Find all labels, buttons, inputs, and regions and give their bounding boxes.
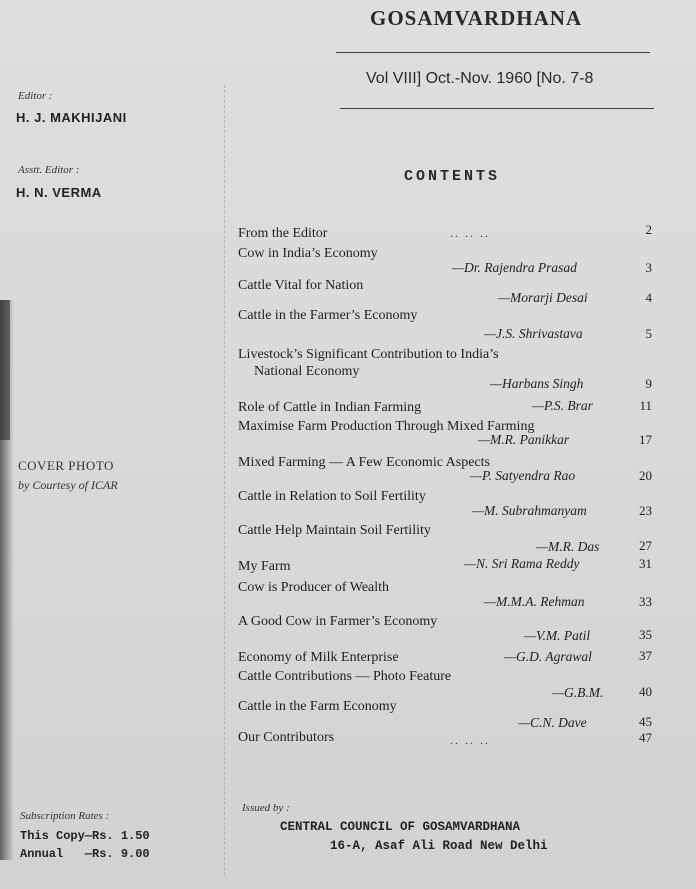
- toc-title: Maximise Farm Production Through Mixed Farming: [238, 419, 535, 434]
- asst-editor-name: H. N. VERMA: [16, 185, 102, 200]
- toc-title: Cattle Help Maintain Soil Fertility: [238, 523, 431, 538]
- toc-title: From the Editor: [238, 226, 328, 241]
- toc-author: —P. Satyendra Rao: [470, 468, 576, 483]
- cover-photo-label: COVER PHOTO: [18, 458, 114, 473]
- toc-author: —P.S. Brar: [532, 398, 593, 413]
- toc-title: Livestock’s Significant Contribution to India’s: [238, 347, 499, 362]
- masthead-rule-bottom: [340, 108, 654, 109]
- toc-author: —N. Sri Rama Reddy: [464, 556, 580, 571]
- subscription-copy-price: This Copy—Rs. 1.50: [20, 829, 150, 843]
- toc-page: 4: [645, 290, 652, 305]
- toc-page: 47: [639, 730, 652, 745]
- toc-title: Cow is Producer of Wealth: [238, 580, 390, 595]
- toc-title: Cattle Contributions — Photo Feature: [238, 669, 452, 684]
- contents-heading: CONTENTS: [404, 168, 501, 185]
- toc-author: —G.D. Agrawal: [504, 649, 592, 664]
- subscription-label: Subscription Rates :: [20, 810, 110, 822]
- publisher-name: CENTRAL COUNCIL OF GOSAMVARDHANA: [280, 820, 521, 834]
- toc-author: —M. Subrahmanyam: [472, 503, 587, 518]
- toc-author: —G.B.M.: [552, 685, 604, 700]
- page-edge-dark: [0, 300, 10, 440]
- toc-page: 9: [645, 376, 652, 391]
- toc-author: —Morarji Desai: [498, 290, 588, 305]
- toc-author: —M.R. Panikkar: [478, 432, 570, 447]
- toc-page: 2: [645, 222, 652, 237]
- toc-author: —C.N. Dave: [518, 715, 587, 730]
- toc-leader-dots: .. .. ..: [450, 226, 490, 240]
- toc-title: Economy of Milk Enterprise: [238, 650, 399, 665]
- toc-author: —M.R. Das: [536, 539, 600, 554]
- toc-author: —V.M. Patil: [524, 628, 591, 643]
- toc-author: —J.S. Shrivastava: [484, 326, 583, 341]
- toc-title: Cattle in the Farmer’s Economy: [238, 308, 418, 323]
- toc-page: 20: [639, 468, 652, 483]
- cover-photo-credit: by Courtesy of ICAR: [18, 478, 118, 492]
- toc-title: A Good Cow in Farmer’s Economy: [238, 614, 438, 629]
- toc-title: Cow in India’s Economy: [238, 246, 378, 261]
- toc-title: Our Contributors: [238, 730, 335, 745]
- publisher-address: 16-A, Asaf Ali Road New Delhi: [330, 839, 548, 853]
- toc-leader-dots: .. .. ..: [450, 733, 490, 747]
- asst-editor-label: Asstt. Editor :: [18, 164, 80, 176]
- toc-page: 31: [639, 556, 652, 571]
- toc-title: Cattle in Relation to Soil Fertility: [238, 489, 426, 504]
- issue-line: Vol VIII] Oct.-Nov. 1960 [No. 7-8: [366, 70, 594, 87]
- masthead-rule-top: [336, 52, 650, 53]
- toc-page: 17: [639, 432, 652, 447]
- column-divider: [224, 85, 226, 875]
- toc-title: Cattle Vital for Nation: [238, 278, 364, 293]
- toc-title: Role of Cattle in Indian Farming: [238, 400, 422, 415]
- toc-page: 5: [645, 326, 652, 341]
- toc-title: Mixed Farming — A Few Economic Aspects: [238, 455, 490, 470]
- issued-by-label: Issued by :: [242, 802, 290, 814]
- toc-page: 23: [639, 503, 652, 518]
- toc-page: 45: [639, 714, 652, 729]
- toc-title: My Farm: [238, 559, 291, 574]
- toc-page: 37: [639, 648, 652, 663]
- toc-page: 11: [639, 398, 652, 413]
- toc-page: 27: [639, 538, 652, 553]
- toc-page: 40: [639, 684, 652, 699]
- editor-label: Editor :: [18, 90, 53, 102]
- toc-page: 33: [639, 594, 652, 609]
- toc-author: —M.M.A. Rehman: [484, 594, 585, 609]
- toc-title-continued: National Economy: [254, 364, 360, 379]
- toc-author: —Harbans Singh: [490, 376, 584, 391]
- toc-author: —Dr. Rajendra Prasad: [452, 260, 577, 275]
- subscription-annual-price: Annual —Rs. 9.00: [20, 847, 150, 861]
- toc-page: 3: [645, 260, 652, 275]
- toc-title: Cattle in the Farm Economy: [238, 699, 397, 714]
- masthead-title: GOSAMVARDHANA: [370, 6, 583, 30]
- toc-page: 35: [639, 627, 652, 642]
- editor-name: H. J. MAKHIJANI: [16, 110, 127, 125]
